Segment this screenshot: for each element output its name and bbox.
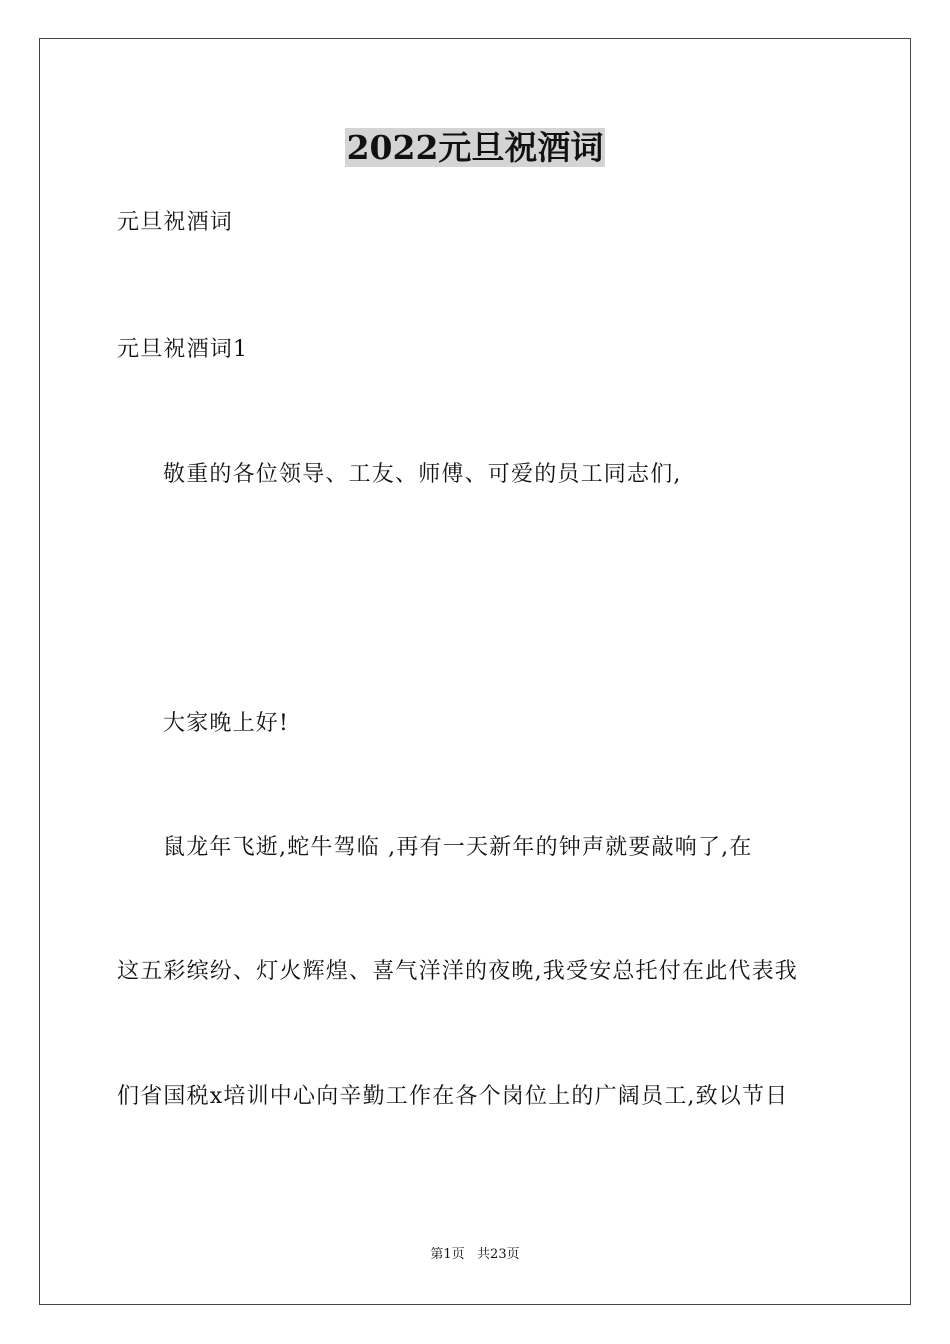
page-number-footer: 第1页 共23页 — [430, 1247, 520, 1262]
section-heading: 元旦祝酒词1 — [117, 337, 249, 362]
paragraph-greeting: 敬重的各位领导、工友、师傅、可爱的员工同志们, — [163, 462, 682, 487]
paragraph-line: 这五彩缤纷、灯火辉煌、喜气洋洋的夜晚,我受安总托付在此代表我 — [117, 959, 798, 984]
paragraph-line: 鼠龙年飞逝,蛇牛驾临 ,再有一天新年的钟声就要敲响了,在 — [163, 835, 753, 860]
document-title — [0, 128, 950, 168]
paragraph-line: 们省国税x培训中心向辛勤工作在各个岗位上的广阔员工,致以节日 — [117, 1084, 789, 1109]
document-subtitle: 元旦祝酒词 — [117, 210, 234, 235]
paragraph-salutation: 大家晚上好! — [163, 711, 290, 736]
document-title-text: 2022元旦祝酒词 — [346, 128, 604, 167]
